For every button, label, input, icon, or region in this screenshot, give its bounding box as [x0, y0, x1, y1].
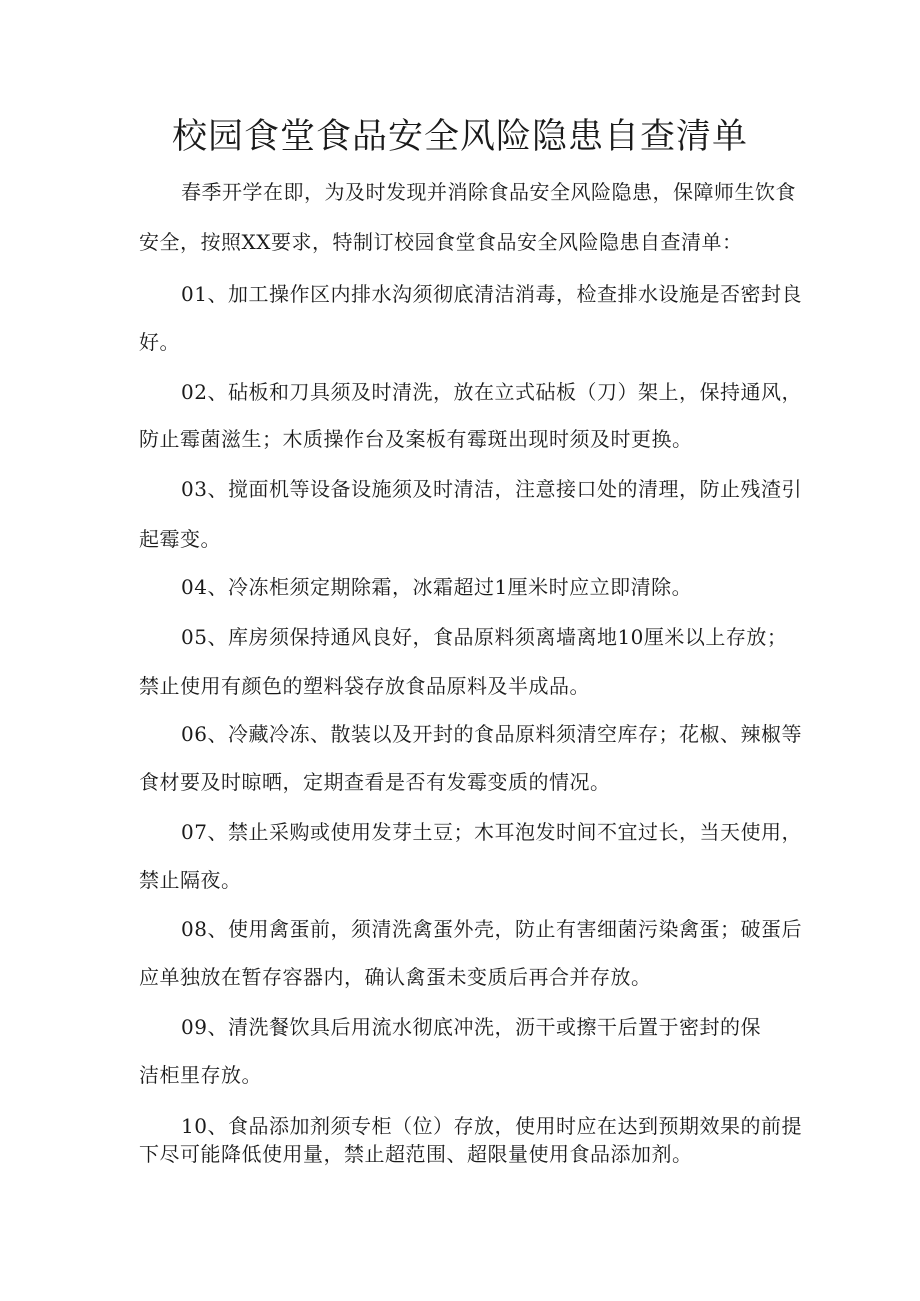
intro-line-1: 春季开学在即，为及时发现并消除食品安全风险隐患，保障师生饮食 [181, 180, 796, 204]
item-06-line-1: 06、冷藏冷冻、散装以及开封的食品原料须清空库存；花椒、辣椒等 [181, 722, 802, 746]
item-09-line-2: 洁柜里存放。 [139, 1063, 262, 1087]
item-01-line-1: 01、加工操作区内排水沟须彻底清洁消毒，检查排水设施是否密封良 [181, 282, 802, 306]
item-09-line-1: 09、清洗餐饮具后用流水彻底冲洗，沥干或擦干后置于密封的保 [181, 1015, 761, 1039]
item-06-line-2: 食材要及时晾晒，定期查看是否有发霉变质的情况。 [139, 770, 611, 794]
item-04-line-1: 04、冷冻柜须定期除霜，冰霜超过1厘米时应立即清除。 [181, 575, 693, 599]
item-05-line-2: 禁止使用有颜色的塑料袋存放食品原料及半成品。 [139, 674, 590, 698]
item-02-line-2: 防止霉菌滋生；木质操作台及案板有霉斑出现时须及时更换。 [139, 427, 693, 451]
item-05-line-1: 05、库房须保持通风良好，食品原料须离墙离地10厘米以上存放； [181, 625, 788, 649]
intro-line-2: 安全，按照XX要求，特制订校园食堂食品安全风险隐患自查清单： [139, 230, 743, 254]
item-08-line-2: 应单独放在暂存容器内，确认禽蛋未变质后再合并存放。 [139, 965, 652, 989]
item-08-line-1: 08、使用禽蛋前，须清洗禽蛋外壳，防止有害细菌污染禽蛋；破蛋后 [181, 917, 802, 941]
item-07-line-1: 07、禁止采购或使用发芽土豆；木耳泡发时间不宜过长，当天使用， [181, 820, 802, 844]
item-10-line-1: 10、食品添加剂须专柜（位）存放，使用时应在达到预期效果的前提 [181, 1114, 802, 1138]
page-title: 校园食堂食品安全风险隐患自查清单 [171, 117, 748, 157]
item-01-line-2: 好。 [139, 330, 180, 354]
item-03-line-2: 起霉变。 [139, 527, 221, 551]
item-02-line-1: 02、砧板和刀具须及时清洗，放在立式砧板（刀）架上，保持通风， [181, 380, 802, 404]
item-07-line-2: 禁止隔夜。 [139, 868, 242, 892]
item-03-line-1: 03、搅面机等设备设施须及时清洁，注意接口处的清理，防止残渣引 [181, 477, 802, 501]
item-10-line-2: 下尽可能降低使用量，禁止超范围、超限量使用食品添加剂。 [139, 1142, 693, 1166]
